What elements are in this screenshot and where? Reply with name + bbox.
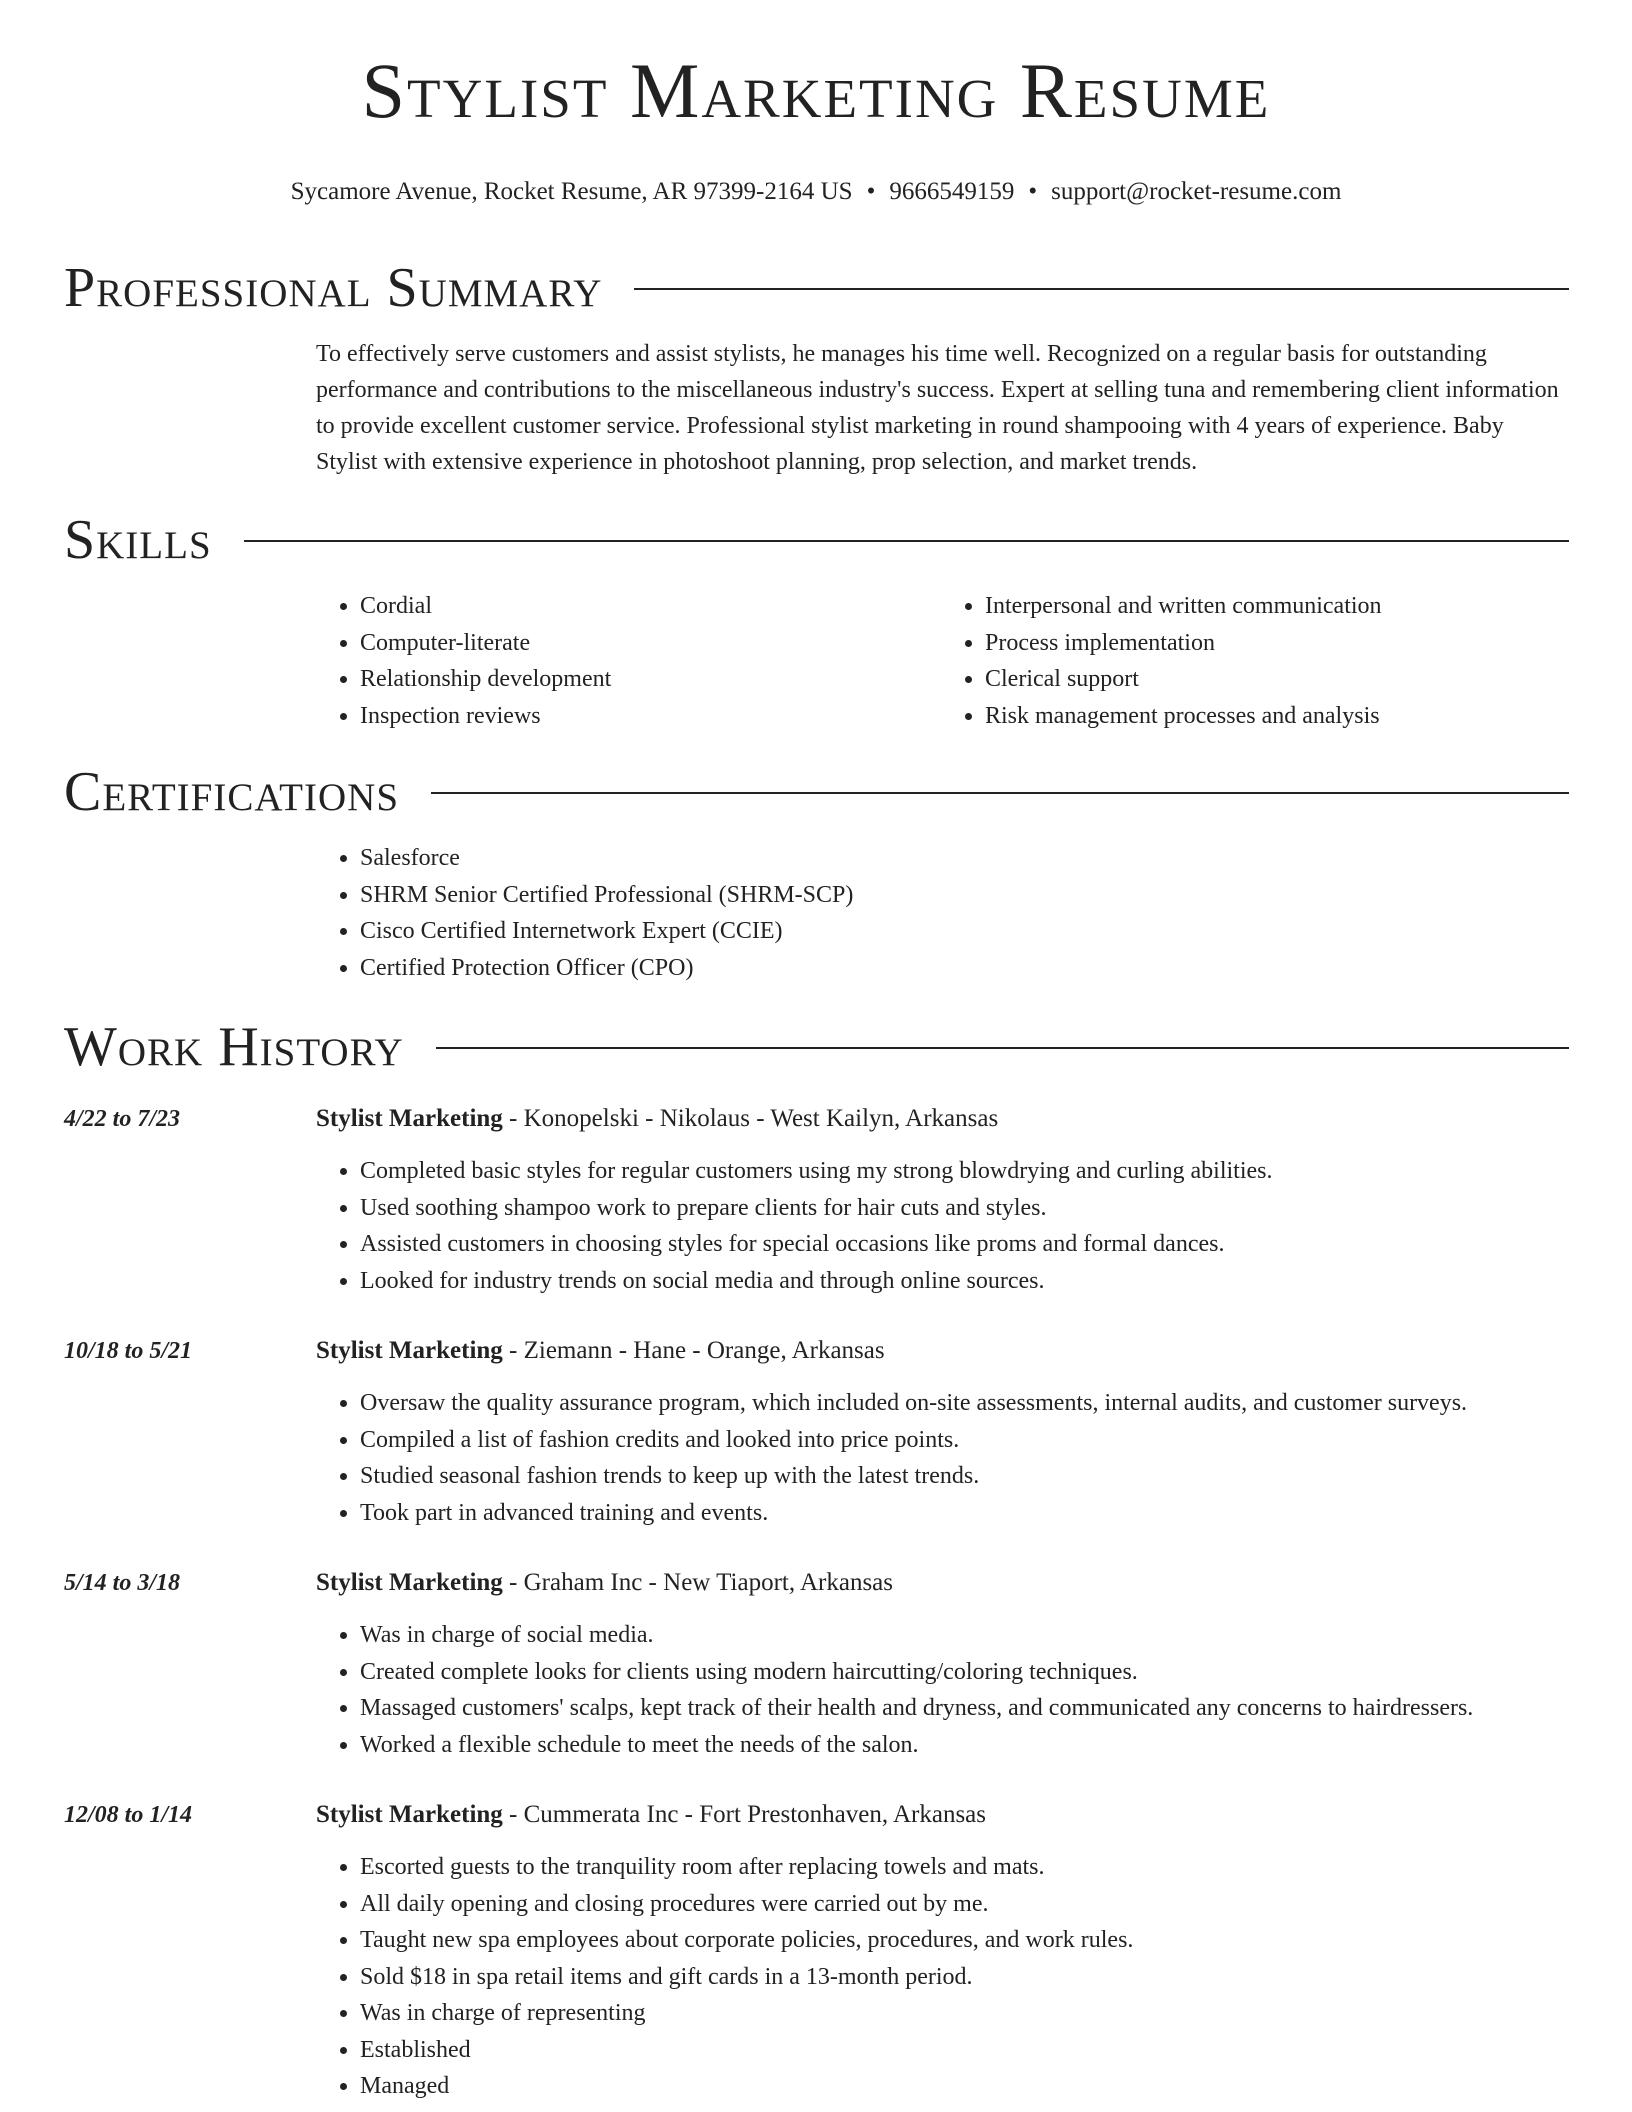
- job-bullets: [316, 1153, 1586, 1299]
- job-employer: - Cummerata Inc - Fort Prestonhaven, Arkansas: [502, 1801, 987, 1828]
- job-dates: 4/22 to 7/23: [64, 1106, 181, 1132]
- job-role: Stylist Marketing: [316, 1105, 503, 1132]
- job-dates: 12/08 to 1/14: [64, 1802, 193, 1828]
- job-bullet: • Was in charge of social media.: [360, 1617, 1586, 1654]
- job-bullet: • Was in charge of representing: [360, 1995, 1586, 2032]
- job-bullet: • Assisted customers in choosing styles for special occasions like proms and formal dances.: [360, 1226, 1586, 1263]
- summary-section-header: [64, 258, 1569, 318]
- section-divider: [431, 792, 1569, 794]
- work-history-heading: Work History: [64, 1016, 404, 1078]
- skills-heading: Skills: [64, 509, 212, 571]
- job-bullets: [316, 1617, 1586, 1763]
- contact-line: [0, 177, 1632, 207]
- job-role: Stylist Marketing: [316, 1337, 503, 1364]
- job-employer: - Graham Inc - New Tiaport, Arkansas: [502, 1569, 893, 1596]
- job-title-line: [316, 1565, 893, 1601]
- job-bullet: • Looked for industry trends on social media and through online sources.: [360, 1263, 1586, 1300]
- section-divider: [634, 288, 1569, 290]
- job-bullet: • Oversaw the quality assurance program, which included on-site assessments, internal audits, and customer surveys.: [360, 1385, 1586, 1422]
- skill-item: • Risk management processes and analysis: [985, 698, 1566, 735]
- job-employer: - Konopelski - Nikolaus - West Kailyn, Arkansas: [502, 1105, 999, 1132]
- certifications-section-header: [64, 762, 1569, 822]
- job-bullet: • Taught new spa employees about corporate policies, procedures, and work rules.: [360, 1922, 1586, 1959]
- job-bullet: • Studied seasonal fashion trends to keep up with the latest trends.: [360, 1458, 1586, 1495]
- job-bullet: • Worked a flexible schedule to meet the needs of the salon.: [360, 1727, 1586, 1764]
- contact-separator: •: [866, 178, 876, 205]
- job-bullet: • Sold $18 in spa retail items and gift cards in a 13-month period.: [360, 1959, 1586, 1996]
- section-divider: [244, 540, 1569, 542]
- contact-separator: •: [1028, 178, 1038, 205]
- skill-item: • Inspection reviews: [360, 698, 941, 735]
- job-title-line: [316, 1101, 998, 1137]
- skill-item: • Process implementation: [985, 625, 1566, 662]
- contact-phone: 9666549159: [889, 178, 1015, 205]
- job-dates: 10/18 to 5/21: [64, 1338, 193, 1364]
- job-bullet: • Managed: [360, 2068, 1586, 2105]
- job-role: Stylist Marketing: [316, 1569, 503, 1596]
- job-title-line: [316, 1333, 885, 1369]
- job-bullets: [316, 1849, 1586, 2105]
- skills-list: [316, 588, 1566, 734]
- job-bullet: • Took part in advanced training and events.: [360, 1495, 1586, 1532]
- summary-block: [316, 336, 1566, 480]
- certification-item: • SHRM Senior Certified Professional (SHRM-SCP): [360, 877, 1566, 914]
- contact-email[interactable]: support@rocket-resume.com: [1051, 178, 1342, 205]
- skill-item: • Clerical support: [985, 661, 1566, 698]
- skill-item: • Interpersonal and written communication: [985, 588, 1566, 625]
- skill-item: • Computer-literate: [360, 625, 941, 662]
- job-bullet: • Massaged customers' scalps, kept track of their health and dryness, and communicated any concerns to hairdressers.: [360, 1690, 1586, 1727]
- job-bullet: • Escorted guests to the tranquility room after replacing towels and mats.: [360, 1849, 1586, 1886]
- certification-item: • Cisco Certified Internetwork Expert (CCIE): [360, 913, 1566, 950]
- job-bullet: • Completed basic styles for regular customers using my strong blowdrying and curling abilities.: [360, 1153, 1586, 1190]
- summary-heading: Professional Summary: [64, 257, 603, 319]
- contact-address: Sycamore Avenue, Rocket Resume, AR 97399-2164 US: [290, 178, 853, 205]
- job-bullet: • All daily opening and closing procedures were carried out by me.: [360, 1886, 1586, 1923]
- certifications-list: [316, 840, 1566, 986]
- job-bullet: • Established: [360, 2032, 1586, 2069]
- summary-text: To effectively serve customers and assist stylists, he manages his time well. Recognized on a regular basis for outstanding performance and contributions to the miscellaneous industry's success. Expert at selling tuna and remembering client information to provide excellent customer service. Professional stylist marketing in round shampooing with 4 years of experience. Baby Stylist with extensive experience in photoshoot planning, prop selection, and market trends.: [316, 341, 1559, 475]
- resume-name: Stylist Marketing Resume: [361, 47, 1271, 134]
- job-dates: 5/14 to 3/18: [64, 1570, 181, 1596]
- job-role: Stylist Marketing: [316, 1801, 503, 1828]
- certification-item: • Salesforce: [360, 840, 1566, 877]
- job-bullet: • Used soothing shampoo work to prepare clients for hair cuts and styles.: [360, 1190, 1586, 1227]
- certification-item: • Certified Protection Officer (CPO): [360, 950, 1566, 987]
- skill-item: • Cordial: [360, 588, 941, 625]
- skills-column-left: [316, 588, 941, 734]
- job-title-line: [316, 1797, 986, 1833]
- work-history-section-header: [64, 1017, 1569, 1077]
- section-divider: [436, 1047, 1569, 1049]
- job-bullet: • Compiled a list of fashion credits and looked into price points.: [360, 1422, 1586, 1459]
- skills-column-right: [941, 588, 1566, 734]
- skill-item: • Relationship development: [360, 661, 941, 698]
- certifications-heading: Certifications: [64, 761, 400, 823]
- job-employer: - Ziemann - Hane - Orange, Arkansas: [502, 1337, 885, 1364]
- skills-section-header: [64, 510, 1569, 570]
- job-bullets: [316, 1385, 1586, 1531]
- job-bullet: • Created complete looks for clients using modern haircutting/coloring techniques.: [360, 1654, 1586, 1691]
